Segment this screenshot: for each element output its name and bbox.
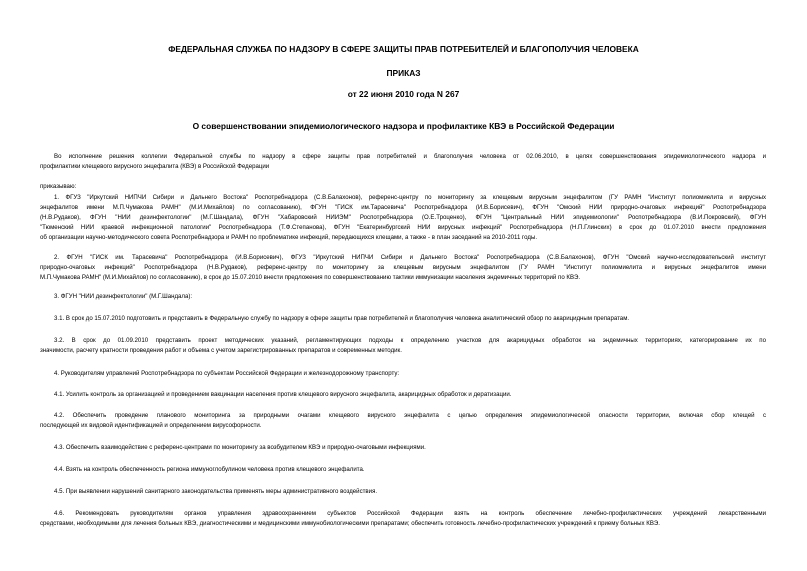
item-2-paragraph — [40, 253, 766, 283]
item-4-3-text: 4.3. Обеспечить взаимодействие с референс-центрами по мониторингу за возбудителем КВЭ и природно-очаговыми инфекциями. — [54, 444, 426, 451]
item-1-line: об организации научно-методического совета Роспотребнадзора и РАМН по проблематике инфекций, передающихся клещами, а также - в план заседаний на 2010-2011 годы. — [40, 234, 538, 241]
item-3-2-paragraph — [40, 336, 766, 356]
item-4-6-line: средствами, необходимыми для лечения больных КВЭ, диагностическими и медицинскими иммунобиологическими препаратами; обеспечить готовность лечебно-профилактических учреждений к приему больных КВЭ. — [40, 520, 660, 527]
item-2-line: природно-очаговых инфекций" Роспотребнадзора (Н.В.Рудаков), референс-центру по мониторингу за клещевым вирусным энцефалитом (ГУ РАМН "Институт полиомиелита и вирусных энцефалитов имени — [40, 264, 766, 271]
item-1-line: энцефалитов имени М.П.Чумакова РАМН" (М.И.Михайлов) по согласованию), ФГУН "ГИСК им.Тарасевича" Роспотребнадзора (И.В.Борисевич), ФГУН "Омский НИИ природно-очаговых инфекций" Роспотребнадзора — [40, 204, 766, 211]
item-4-5-text: 4.5. При выявлении нарушений санитарного законодательства применять меры административного воздействия. — [54, 488, 378, 495]
item-4-1-text: 4.1. Усилить контроль за организацией и проведением вакцинации населения против клещевого вирусного энцефалита, акарицидных обработок и дератизации. — [54, 391, 512, 398]
item-3-2-line: 3.2. В срок до 01.09.2010 представить проект методических указаний, регламентирующих подходы к определению участков для акарицидных обработок на эндемичных территориях, категорирование их по — [54, 337, 766, 344]
item-3-2-line: значимости, расчету кратности проведения работ и объема с учетом зарегистрированных препаратов и современных методик. — [40, 347, 402, 354]
document-date-number: от 22 июня 2010 года N 267 — [347, 89, 460, 99]
document-title: О совершенствовании эпидемиологического надзора и профилактике КВЭ в Российской Федерации — [192, 121, 615, 131]
intro-line: профилактики клещевого вирусного энцефалита (КВЭ) в Российской Федерации — [40, 163, 270, 170]
document-type: ПРИКАЗ — [386, 68, 421, 78]
item-2-line: М.П.Чумакова РАМН" (М.И.Михайлов) по согласованию), в срок до 15.07.2010 внести предложения по совершенствованию тактики иммунизации населения эндемичных территорий по КВЭ. — [40, 274, 581, 281]
item-1-line: 1. ФГУЗ "Иркутский НИПЧИ Сибири и Дальнего Востока" Роспотребнадзора (С.В.Балахонов), референс-центру по мониторингу за клещевым вирусным энцефалитом (ГУ РАМН "Институт полиомиелита и вирусных — [54, 194, 766, 201]
item-4-2-line: 4.2. Обеспечить проведение планового мониторинга за природными очагами клещевого вирусного энцефалита с целью определения эпидемиологической опасности территории, включая сбор клещей с — [54, 412, 766, 419]
item-3-text: 3. ФГУН "НИИ дезинфектологии" (М.Г.Шандала): — [54, 293, 193, 300]
item-4-4-text: 4.4. Взять на контроль обеспеченность региона иммуноглобулином человека против клещевого энцефалита. — [54, 466, 365, 473]
prikazyvayu-text: приказываю: — [40, 183, 77, 190]
item-4-2-paragraph — [40, 411, 766, 431]
item-1-paragraph — [40, 193, 766, 243]
item-4-text: 4. Руководителям управлений Роспотребнадзора по субъектам Российской Федерации и железнодорожному транспорту: — [54, 370, 400, 377]
item-2-line: 2. ФГУН "ГИСК им. Тарасевича" Роспотребнадзора (И.В.Борисевич), ФГУЗ "Иркутский НИПЧИ Сибири и Дальнего Востока" Роспотребнадзора (С.В.Балахонов), ФГУН "Омский научно-исследовательский институт — [54, 254, 766, 261]
agency-heading: ФЕДЕРАЛЬНАЯ СЛУЖБА ПО НАДЗОРУ В СФЕРЕ ЗАЩИТЫ ПРАВ ПОТРЕБИТЕЛЕЙ И БЛАГОПОЛУЧИЯ ЧЕЛОВЕКА — [168, 44, 639, 54]
intro-paragraph — [40, 152, 766, 172]
item-4-2-line: последующей их видовой идентификацией и определением вирусофорности. — [40, 422, 262, 429]
item-1-line: (Н.В.Рудаков), ФГУН "НИИ дезинфектологии" (М.Г.Шандала), ФГУН "Хабаровский НИИЭМ" Роспотребнадзора (О.Е.Троценко), ФГУН "Центральный НИИ эпидемиологии" Роспотребнадзора (В.И.Покровский), ФГУН — [40, 214, 766, 221]
item-1-line: "Тюменский НИИ краевой инфекционной патологии" Роспотребнадзора (Т.Ф.Степанова), ФГУН "Екатеринбургский НИИ вирусных инфекций" Роспотребнадзора (Н.П.Глинских) в срок до 01.07.2010 внести предложения — [40, 224, 766, 231]
item-4-6-paragraph — [40, 509, 766, 529]
item-3-1-text: 3.1. В срок до 15.07.2010 подготовить и представить в Федеральную службу по надзору в сфере защиты прав потребителей и благополучия человека аналитический обзор по акарицидным препаратам. — [54, 315, 630, 322]
intro-line: Во исполнение решения коллегии Федеральной службы по надзору в сфере защиты прав потребителей и благополучия человека от 02.06.2010, в целях совершенствования эпидемиологического надзора и — [54, 153, 766, 160]
item-4-6-line: 4.6. Рекомендовать руководителям органов управления здравоохранением субъектов Российской Федерации взять на контроль обеспечение лечебно-профилактических учреждений лекарственными — [54, 510, 766, 517]
